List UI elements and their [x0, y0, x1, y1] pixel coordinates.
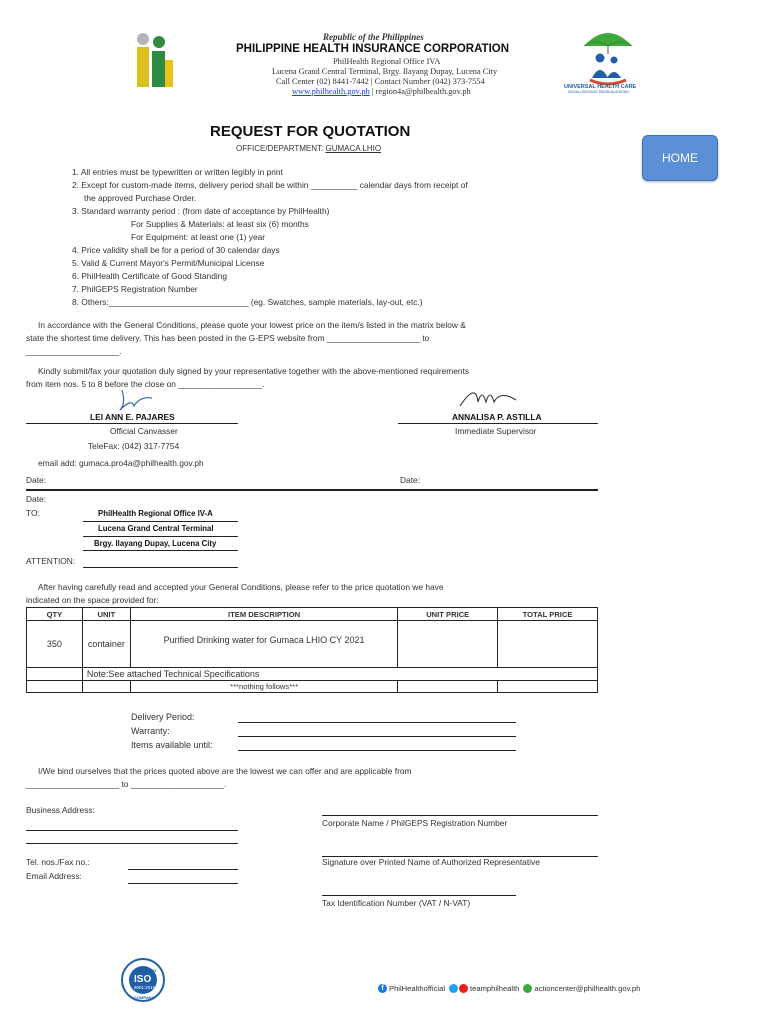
items-available-label: Items available until:: [131, 740, 213, 750]
header-qty: QTY: [27, 608, 83, 621]
philhealth-logo: [134, 30, 178, 90]
cell-qty: 350: [27, 621, 83, 668]
header-description: ITEM DESCRIPTION: [130, 608, 397, 621]
general-conditions-line-3: ____________________.: [26, 346, 122, 356]
iso-text: ISO: [134, 974, 152, 985]
page-title: REQUEST FOR QUOTATION: [210, 123, 411, 140]
twitter-icon[interactable]: [449, 984, 458, 993]
nothing-empty-total-price: [498, 681, 598, 693]
general-conditions-line-2: state the shortest time delivery. This has been posted in the G-EPS website from ____________________ to: [26, 333, 430, 343]
instruction-4: 4. Price validity shall be for a period of 30 calendar days: [72, 245, 280, 255]
instruction-5: 5. Valid & Current Mayor's Permit/Municipal License: [72, 258, 265, 268]
canvasser-line: [26, 423, 238, 424]
to-date-label: Date:: [26, 494, 47, 504]
tin-label: Tax Identification Number (VAT / N-VAT): [322, 898, 471, 908]
to-line-3: Brgy. Ilayang Dupay, Lucena City: [94, 539, 217, 548]
nothing-empty-unit-price: [398, 681, 498, 693]
attention-label: ATTENTION:: [26, 556, 76, 566]
instruction-3-supplies: For Supplies & Materials: at least six (6) months: [131, 219, 309, 229]
instruction-6: 6. PhilHealth Certificate of Good Standing: [72, 271, 228, 281]
corp-name-line[interactable]: [322, 815, 598, 816]
corp-name-label: Corporate Name / PhilGEPS Registration Number: [322, 818, 508, 828]
iso-top-text: CERTIFIED: [135, 968, 157, 973]
instruction-3: 3. Standard warranty period : (from date of acceptance by PhilHealth): [72, 206, 330, 216]
business-address-line-1[interactable]: [26, 830, 238, 831]
youtube-icon[interactable]: [459, 984, 468, 993]
social-footer: [378, 982, 640, 994]
header-unit-price: UNIT PRICE: [398, 608, 498, 621]
email-line[interactable]: [128, 883, 238, 884]
date-right-label: Date:: [400, 475, 421, 485]
supervisor-signature: [456, 382, 526, 412]
attention-underline: [83, 567, 238, 568]
table-note-row: [27, 668, 598, 681]
office-department: [236, 143, 381, 154]
web-line: www.philhealth.gov.ph | region4a@philhealth.gov.ph: [292, 87, 471, 96]
to-underline-3: [83, 550, 238, 551]
uhc-logo: [578, 24, 638, 88]
action-center-email[interactable]: actioncenter@philhealth.gov.ph: [534, 983, 641, 993]
department-label: OFFICE/DEPARTMENT:: [236, 144, 324, 153]
date-left-label: Date:: [26, 475, 47, 485]
facebook-icon[interactable]: f: [378, 984, 387, 993]
instruction-3-equipment: For Equipment: at least one (1) year: [131, 232, 266, 242]
region-email: region4a@philhealth.gov.ph: [375, 87, 471, 96]
department-value: GUMACA LHIO: [325, 144, 382, 153]
table-row: [27, 621, 598, 668]
items-available-line[interactable]: [238, 750, 516, 751]
corporation-name: PHILIPPINE HEALTH INSURANCE CORPORATION: [236, 43, 510, 55]
to-label: TO:: [26, 508, 40, 518]
tel-line[interactable]: [128, 869, 238, 870]
submit-line-1: Kindly submit/fax your quotation duly signed by your representative together with the above-mentioned requirements: [38, 366, 470, 376]
cell-description: Purified Drinking water for Gumaca LHIO CY 2021: [130, 621, 397, 668]
cell-unit-price: [398, 621, 498, 668]
uhc-subtitle: SA KALUSUGANG PANGKALAHATAN: [568, 90, 629, 94]
section-divider: [26, 489, 598, 491]
canvasser-email: email add: gumaca.pro4a@philhealth.gov.ph: [38, 458, 204, 468]
header-total-price: TOTAL PRICE: [498, 608, 598, 621]
table-nothing-row: [27, 681, 598, 693]
instruction-2-cont: the approved Purchase Order.: [84, 193, 197, 203]
supervisor-line: [398, 423, 598, 424]
header-unit: UNIT: [82, 608, 130, 621]
accept-line-1: After having carefully read and accepted your General Conditions, please refer to the price quotation we have: [38, 582, 444, 592]
to-underline-2: [83, 536, 238, 537]
delivery-period-line[interactable]: [238, 722, 516, 723]
general-conditions-line-1: In accordance with the General Conditions, please quote your lowest price on the item/s listed in the matrix below &: [38, 320, 466, 330]
cell-total-price: [498, 621, 598, 668]
table-header-row: [27, 608, 598, 621]
mail-icon[interactable]: [523, 984, 532, 993]
home-button[interactable]: HOME: [642, 135, 718, 181]
supervisor-role: Immediate Supervisor: [455, 426, 537, 436]
telefax: TeleFax: (042) 317-7754: [88, 441, 180, 451]
canvasser-name: LEI ANN E. PAJARES: [90, 412, 175, 422]
regional-office: PhilHealth Regional Office IVA: [333, 57, 441, 66]
to-line-1: PhilHealth Regional Office IV-A: [98, 509, 213, 518]
iso-bottom-text: COMPANY: [134, 995, 155, 1000]
cell-nothing-follows: ***nothing follows***: [130, 681, 397, 693]
warranty-label: Warranty:: [131, 726, 170, 736]
facebook-handle[interactable]: PhilHealthofficial: [389, 983, 446, 993]
contact-line: Call Center (02) 8441-7442 | Contact Number (042) 373-7554: [276, 77, 485, 86]
cell-unit: container: [82, 621, 130, 668]
instruction-2: 2. Except for custom-made items, delivery period shall be within __________ calendar days from receipt of: [72, 180, 468, 190]
tin-line[interactable]: [322, 895, 516, 896]
instruction-7: 7. PhilGEPS Registration Number: [72, 284, 198, 294]
cell-note: Note:See attached Technical Specifications: [82, 668, 597, 681]
accept-line-2: indicated on the space provided for:: [26, 595, 159, 605]
note-empty-qty: [27, 668, 83, 681]
items-table: [26, 607, 598, 693]
tel-label: Tel. nos./Fax no.:: [26, 857, 90, 867]
iso-year: 9001:2015: [134, 985, 156, 990]
bind-line-2: ____________________ to ____________________.: [26, 779, 227, 789]
signature-label: Signature over Printed Name of Authorized Representative: [322, 857, 540, 867]
supervisor-name: ANNALISA P. ASTILLA: [452, 412, 542, 422]
republic-text: Republic of the Philippines: [323, 32, 424, 42]
warranty-line[interactable]: [238, 736, 516, 737]
to-line-2: Lucena Grand Central Terminal: [98, 524, 214, 533]
website-link[interactable]: www.philhealth.gov.ph: [292, 87, 370, 96]
business-address-label: Business Address:: [26, 805, 95, 815]
uhc-title: UNIVERSAL HEALTH CARE: [564, 84, 637, 90]
business-address-line-2[interactable]: [26, 843, 238, 844]
submit-line-2: from item nos. 5 to 8 before the close on __________________.: [26, 379, 265, 389]
delivery-period-label: Delivery Period:: [131, 712, 195, 722]
instruction-1: 1. All entries must be typewritten or written legibly in print: [72, 167, 283, 177]
nothing-empty-unit: [82, 681, 130, 693]
instruction-8: 8. Others:______________________________ (eg. Swatches, sample materials, lay-out, etc.): [72, 297, 423, 307]
twitter-handle[interactable]: teamphilhealth: [470, 983, 520, 993]
bind-line-1: I/We bind ourselves that the prices quoted above are the lowest we can offer and are applicable from: [38, 766, 412, 776]
email-label: Email Address:: [26, 871, 82, 881]
to-underline-1: [83, 521, 238, 522]
nothing-empty-qty: [27, 681, 83, 693]
office-address: Lucena Grand Central Terminal, Brgy. Ilayang Dupay, Lucena City: [272, 67, 498, 76]
canvasser-role: Official Canvasser: [110, 426, 178, 436]
